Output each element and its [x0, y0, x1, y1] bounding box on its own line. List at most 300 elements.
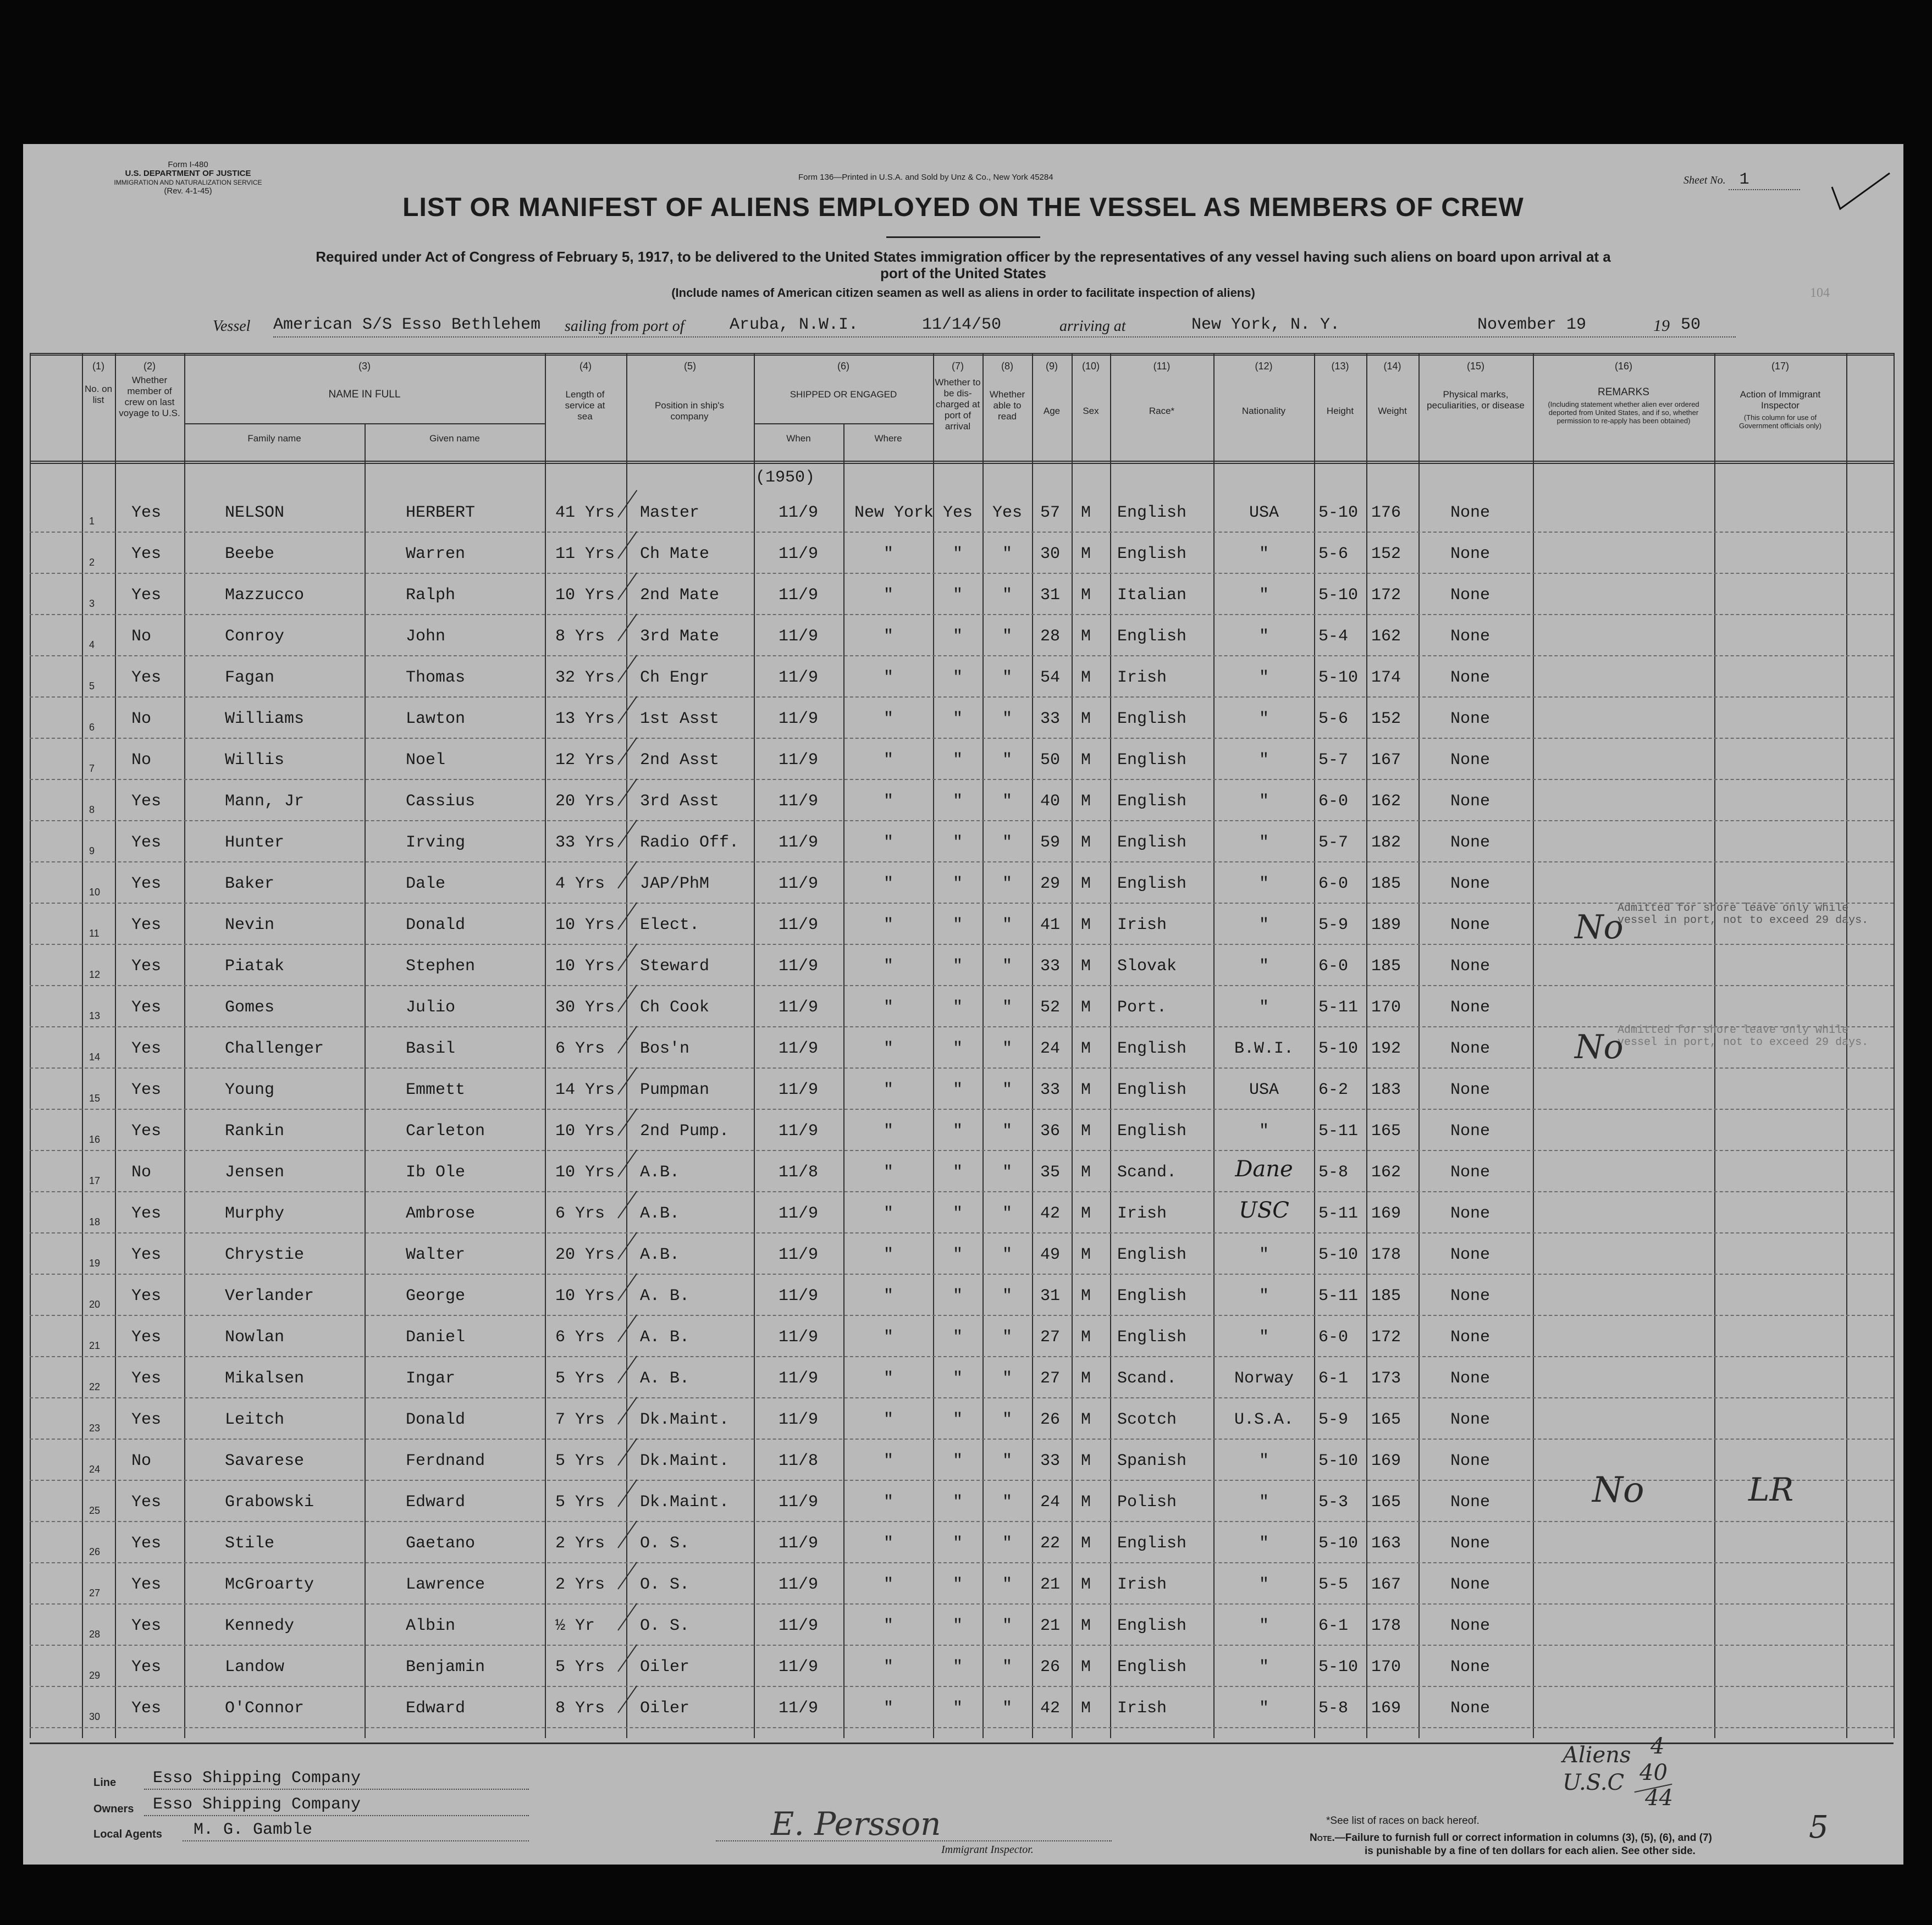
cell-weight: 152 — [1371, 710, 1401, 728]
cell-discharge: " — [952, 668, 963, 687]
cell-weight: 165 — [1371, 1122, 1401, 1141]
cell-where: " — [883, 1575, 893, 1594]
cell-family: Grabowski — [225, 1493, 314, 1512]
cell-read: " — [1002, 1410, 1012, 1429]
cell-age: 54 — [1040, 668, 1061, 687]
cell-nationality: " — [1258, 627, 1269, 646]
cell-read: " — [1002, 627, 1012, 646]
table-row — [30, 1646, 1894, 1687]
cell-given: Cassius — [406, 792, 476, 811]
check-tick-icon — [617, 531, 637, 558]
cell-given: John — [406, 627, 446, 646]
cell-sex: M — [1081, 1369, 1091, 1388]
row-number: 1 — [89, 516, 95, 527]
cell-when: 11/9 — [779, 1328, 819, 1347]
cell-weight: 185 — [1371, 957, 1401, 976]
cell-age: 30 — [1040, 545, 1061, 563]
check-tick-icon — [617, 902, 637, 930]
cell-where: " — [883, 1534, 893, 1553]
cell-given: Lawrence — [406, 1575, 485, 1594]
cell-family: Willis — [225, 751, 285, 770]
cell-prev: Yes — [131, 1246, 162, 1264]
cell-nationality: Dane — [1235, 1157, 1293, 1182]
cell-weight: 167 — [1371, 751, 1401, 770]
cell-nationality: Norway — [1234, 1369, 1294, 1388]
cell-nationality: " — [1258, 833, 1269, 852]
col-num-7: (7) — [952, 361, 964, 372]
header-where: Where — [874, 433, 902, 444]
row-number: 13 — [89, 1010, 101, 1021]
cell-given: Edward — [406, 1699, 466, 1718]
cell-position: Ch Engr — [640, 668, 710, 687]
cell-discharge: " — [952, 1287, 963, 1306]
cell-race: Port. — [1117, 998, 1167, 1017]
cell-discharge: " — [952, 1163, 963, 1182]
cell-sex: M — [1081, 1410, 1091, 1429]
col-num-10: (10) — [1081, 361, 1100, 372]
cell-when: 11/9 — [779, 1410, 819, 1429]
row-number: 27 — [89, 1587, 101, 1598]
col-num-15: (15) — [1466, 361, 1484, 372]
cell-prev: Yes — [131, 1081, 162, 1099]
arrival-year: 50 — [1681, 316, 1701, 334]
cell-when: 11/9 — [779, 1534, 819, 1553]
cell-position: Pumpman — [640, 1081, 710, 1099]
cell-service: 6 Yrs — [555, 1328, 605, 1347]
cell-height: 5-11 — [1318, 1287, 1359, 1306]
cell-read: " — [1002, 957, 1012, 976]
cell-prev: Yes — [131, 916, 162, 934]
cell-age: 24 — [1040, 1039, 1061, 1058]
cell-read: " — [1002, 1699, 1012, 1718]
cell-nationality: " — [1258, 751, 1269, 770]
line-rule — [144, 1789, 529, 1790]
cell-height: 5-5 — [1318, 1575, 1349, 1594]
col-num-1: (1) — [92, 361, 104, 372]
cell-height: 6-0 — [1318, 792, 1349, 811]
cell-discharge: " — [952, 1246, 963, 1264]
cell-given: Lawton — [406, 710, 466, 728]
cell-height: 5-9 — [1318, 916, 1349, 934]
cell-discharge: " — [952, 710, 963, 728]
cell-age: 24 — [1040, 1493, 1061, 1512]
form-revision: (Rev. 4-1-45) — [164, 186, 212, 196]
cell-read: " — [1002, 1328, 1012, 1347]
row-number: 24 — [89, 1464, 101, 1475]
col-num-17: (17) — [1771, 361, 1789, 372]
arriving-label: arriving at — [1059, 318, 1126, 335]
cell-position: A.B. — [640, 1204, 680, 1223]
cell-where: " — [883, 875, 893, 893]
cell-family: Rankin — [225, 1122, 285, 1141]
cell-sex: M — [1081, 916, 1091, 934]
cell-position: A. B. — [640, 1328, 690, 1347]
cell-nationality: " — [1258, 792, 1269, 811]
cell-prev: No — [131, 1163, 152, 1182]
cell-age: 41 — [1040, 916, 1061, 934]
column-rule — [1894, 353, 1895, 1738]
cell-position: 2nd Asst — [640, 751, 720, 770]
cell-height: 5-11 — [1318, 1204, 1359, 1223]
cell-position: A. B. — [640, 1287, 690, 1306]
table-row — [30, 615, 1894, 656]
check-tick-icon — [617, 1026, 637, 1053]
header-no-on-list: No. on list — [84, 384, 113, 405]
cell-marks: None — [1450, 916, 1491, 934]
cell-when: 11/9 — [779, 1617, 819, 1635]
col-num-11: (11) — [1153, 361, 1171, 372]
cell-position: Oiler — [640, 1699, 690, 1718]
cell-race: English — [1117, 1287, 1187, 1306]
handwritten-no-14: No — [1575, 908, 1624, 947]
cell-given: Stephen — [406, 957, 476, 976]
cell-prev: Yes — [131, 1658, 162, 1677]
title-underline — [886, 236, 1040, 238]
remark-row-17: Admitted for shore leave only while vessel in port, not to exceed 29 days. — [1618, 1024, 1869, 1049]
row-number: 22 — [89, 1381, 101, 1392]
cell-prev: Yes — [131, 957, 162, 976]
cell-read: " — [1002, 1246, 1012, 1264]
cell-family: Conroy — [225, 627, 285, 646]
cell-prev: Yes — [131, 1534, 162, 1553]
cell-height: 6-1 — [1318, 1369, 1349, 1388]
cell-marks: None — [1450, 1617, 1491, 1635]
cell-read: " — [1002, 1287, 1012, 1306]
vessel-dotted-rule — [273, 336, 1736, 338]
row-number: 28 — [89, 1629, 101, 1640]
col-num-16: (16) — [1614, 361, 1632, 372]
cell-prev: Yes — [131, 1410, 162, 1429]
cell-where: " — [883, 545, 893, 563]
cell-given: Albin — [406, 1617, 456, 1635]
cell-discharge: " — [952, 545, 963, 563]
cell-nationality: " — [1258, 957, 1269, 976]
cell-family: Verlander — [225, 1287, 314, 1306]
cell-family: Landow — [225, 1658, 285, 1677]
cell-sex: M — [1081, 627, 1091, 646]
check-tick-icon — [617, 1644, 637, 1672]
note-label: Note. — [1310, 1832, 1335, 1844]
agents-label: Local Agents — [93, 1828, 162, 1840]
cell-weight: 152 — [1371, 545, 1401, 563]
col-num-13: (13) — [1331, 361, 1349, 372]
cell-where: " — [883, 1287, 893, 1306]
cell-height: 5-7 — [1318, 833, 1349, 852]
cell-when: 11/9 — [779, 916, 819, 934]
cell-age: 26 — [1040, 1410, 1061, 1429]
cell-when: 11/9 — [779, 1369, 819, 1388]
cell-given: George — [406, 1287, 466, 1306]
cell-service: 33 Yrs — [555, 833, 615, 852]
check-tick-icon — [617, 1685, 637, 1713]
agents-value: M. G. Gamble — [194, 1821, 313, 1839]
tally-aliens: Aliens — [1563, 1743, 1631, 1768]
cell-prev: Yes — [131, 586, 162, 605]
cell-prev: No — [131, 1452, 152, 1470]
cell-position: O. S. — [640, 1617, 690, 1635]
cell-where: " — [883, 792, 893, 811]
cell-age: 22 — [1040, 1534, 1061, 1553]
cell-when: 11/9 — [779, 710, 819, 728]
cell-read: " — [1002, 875, 1012, 893]
cell-where: " — [883, 1410, 893, 1429]
row-number: 19 — [89, 1258, 101, 1269]
cell-position: Bos'n — [640, 1039, 690, 1058]
cell-when: 11/9 — [779, 627, 819, 646]
cell-weight: 178 — [1371, 1617, 1401, 1635]
cell-read: " — [1002, 792, 1012, 811]
cell-race: English — [1117, 875, 1187, 893]
cell-position: A. B. — [640, 1369, 690, 1388]
cell-read: " — [1002, 1369, 1012, 1388]
cell-read: " — [1002, 668, 1012, 687]
table-row — [30, 1563, 1894, 1605]
cell-age: 31 — [1040, 586, 1061, 605]
cell-race: Slovak — [1117, 957, 1177, 976]
table-row — [30, 1687, 1894, 1728]
cell-family: Williams — [225, 710, 305, 728]
crew-table — [30, 353, 1894, 1738]
table-row — [30, 862, 1894, 904]
table-row — [30, 1357, 1894, 1398]
col-num-3: (3) — [358, 361, 371, 372]
cell-where: " — [883, 1452, 893, 1470]
cell-height: 5-10 — [1318, 1039, 1359, 1058]
cell-position: Steward — [640, 957, 710, 976]
cell-race: Scotch — [1117, 1410, 1177, 1429]
cell-when: 11/9 — [779, 1658, 819, 1677]
cell-service: 5 Yrs — [555, 1452, 605, 1470]
cell-given: Noel — [406, 751, 446, 770]
cell-race: English — [1117, 1534, 1187, 1553]
cell-service: ½ Yr — [555, 1617, 595, 1635]
cell-discharge: " — [952, 1204, 963, 1223]
cell-service: 10 Yrs — [555, 1122, 615, 1141]
cell-given: Gaetano — [406, 1534, 476, 1553]
cell-read: " — [1002, 1122, 1012, 1141]
cell-family: Mann, Jr — [225, 792, 305, 811]
cell-age: 33 — [1040, 710, 1061, 728]
cell-prev: Yes — [131, 1575, 162, 1594]
owners-value: Esso Shipping Company — [153, 1795, 361, 1814]
cell-nationality: B.W.I. — [1234, 1039, 1294, 1058]
note-text-2: is punishable by a fine of ten dollars for each alien. See other side. — [1365, 1845, 1696, 1857]
sailing-label: sailing from port of — [565, 318, 685, 335]
cell-discharge: " — [952, 586, 963, 605]
tally-total: 44 — [1645, 1785, 1673, 1811]
cell-position: 3rd Asst — [640, 792, 720, 811]
cell-service: 32 Yrs — [555, 668, 615, 687]
cell-age: 27 — [1040, 1328, 1061, 1347]
cell-race: Irish — [1117, 916, 1167, 934]
cell-height: 5-8 — [1318, 1163, 1349, 1182]
cell-weight: 170 — [1371, 998, 1401, 1017]
cell-given: Dale — [406, 875, 446, 893]
cell-sex: M — [1081, 1699, 1091, 1718]
cell-marks: None — [1450, 875, 1491, 893]
cell-marks: None — [1450, 668, 1491, 687]
cell-when: 11/9 — [779, 586, 819, 605]
cell-discharge: " — [952, 875, 963, 893]
check-tick-icon — [617, 778, 637, 806]
cell-race: Scand. — [1117, 1369, 1177, 1388]
cell-race: English — [1117, 1081, 1187, 1099]
cell-sex: M — [1081, 1246, 1091, 1264]
cell-weight: 189 — [1371, 916, 1401, 934]
row-number: 16 — [89, 1134, 101, 1145]
cell-marks: None — [1450, 545, 1491, 563]
cell-position: Dk.Maint. — [640, 1493, 730, 1512]
cell-marks: None — [1450, 504, 1491, 522]
check-tick-icon — [617, 943, 637, 971]
cell-position: 1st Asst — [640, 710, 720, 728]
cell-race: English — [1117, 1617, 1187, 1635]
cell-position: Ch Mate — [640, 545, 710, 563]
cell-position: Radio Off. — [640, 833, 739, 852]
printer-credit: Form 136—Printed in U.S.A. and Sold by Unz & Co., New York 45284 — [798, 173, 1053, 182]
sheet-number: 1 — [1729, 170, 1800, 190]
cell-position: 2nd Pump. — [640, 1122, 730, 1141]
cell-race: English — [1117, 751, 1187, 770]
header-rule — [30, 353, 1894, 354]
cell-weight: 163 — [1371, 1534, 1401, 1553]
cell-service: 6 Yrs — [555, 1039, 605, 1058]
cell-when: 11/9 — [779, 1204, 819, 1223]
cell-when: 11/9 — [779, 792, 819, 811]
cell-service: 2 Yrs — [555, 1575, 605, 1594]
cell-discharge: Yes — [942, 504, 973, 522]
check-tick-icon — [617, 1356, 637, 1383]
cell-when: 11/9 — [779, 875, 819, 893]
cell-given: Irving — [406, 833, 466, 852]
header-remarks: REMARKS — [1598, 386, 1649, 398]
cell-race: English — [1117, 1328, 1187, 1347]
cell-position: A.B. — [640, 1163, 680, 1182]
cell-read: " — [1002, 998, 1012, 1017]
table-row — [30, 780, 1894, 821]
cell-family: Savarese — [225, 1452, 305, 1470]
check-tick-icon — [617, 1314, 637, 1342]
check-tick-icon — [617, 1562, 637, 1589]
cell-when: 11/9 — [779, 1039, 819, 1058]
cell-service: 6 Yrs — [555, 1204, 605, 1223]
cell-read: " — [1002, 1658, 1012, 1677]
cell-weight: 178 — [1371, 1246, 1401, 1264]
cell-weight: 162 — [1371, 1163, 1401, 1182]
cell-nationality: USA — [1249, 504, 1279, 522]
corner-mark: 104 — [1810, 286, 1830, 300]
cell-height: 5-11 — [1318, 998, 1359, 1017]
sailing-date: 11/14/50 — [922, 316, 1002, 334]
cell-family: Mikalsen — [225, 1369, 305, 1388]
row-number: 20 — [89, 1299, 101, 1310]
cell-given: Donald — [406, 916, 466, 934]
service-name: IMMIGRATION AND NATURALIZATION SERVICE — [114, 179, 262, 186]
handwritten-no-17: No — [1575, 1028, 1624, 1066]
check-tick-icon — [617, 1067, 637, 1094]
cell-discharge: " — [952, 1081, 963, 1099]
cell-discharge: " — [952, 1328, 963, 1347]
row-number: 4 — [89, 639, 95, 650]
cell-age: 35 — [1040, 1163, 1061, 1182]
cell-height: 5-10 — [1318, 1534, 1359, 1553]
cell-service: 5 Yrs — [555, 1658, 605, 1677]
cell-when: 11/9 — [779, 1575, 819, 1594]
cell-marks: None — [1450, 1122, 1491, 1141]
page-mark: 5 — [1809, 1810, 1829, 1845]
cell-sex: M — [1081, 1575, 1091, 1594]
check-tick-icon — [617, 1191, 637, 1218]
cell-weight: 176 — [1371, 504, 1401, 522]
cell-read: " — [1002, 586, 1012, 605]
col-num-8: (8) — [1001, 361, 1013, 372]
cell-marks: None — [1450, 792, 1491, 811]
cell-service: 20 Yrs — [555, 792, 615, 811]
cell-race: English — [1117, 1246, 1187, 1264]
check-tick-icon — [617, 1273, 637, 1301]
cell-where: " — [883, 1328, 893, 1347]
cell-where: " — [883, 1163, 893, 1182]
cell-sex: M — [1081, 751, 1091, 770]
table-row — [30, 533, 1894, 574]
cell-discharge: " — [952, 627, 963, 646]
cell-discharge: " — [952, 1658, 963, 1677]
cell-nationality: USA — [1249, 1081, 1279, 1099]
cell-read: " — [1002, 1617, 1012, 1635]
cell-marks: None — [1450, 1369, 1491, 1388]
cell-marks: None — [1450, 1410, 1491, 1429]
cell-height: 6-1 — [1318, 1617, 1349, 1635]
cell-given: Thomas — [406, 668, 466, 687]
cell-position: 3rd Mate — [640, 627, 720, 646]
cell-when: 11/9 — [779, 1246, 819, 1264]
cell-weight: 162 — [1371, 792, 1401, 811]
cell-sex: M — [1081, 1122, 1091, 1141]
cell-age: 21 — [1040, 1617, 1061, 1635]
cell-sex: M — [1081, 957, 1091, 976]
cell-weight: 162 — [1371, 627, 1401, 646]
check-tick-icon — [617, 1232, 637, 1259]
row-number: 26 — [89, 1546, 101, 1557]
cell-discharge: " — [952, 957, 963, 976]
cell-position: Master — [640, 504, 700, 522]
cell-family: NELSON — [225, 504, 285, 522]
header-discharged: Whether to be dis-charged at port of arrival — [935, 377, 981, 432]
cell-nationality: " — [1258, 710, 1269, 728]
cell-where: " — [883, 668, 893, 687]
inspector-label: Immigrant Inspector. — [941, 1844, 1034, 1856]
cell-prev: Yes — [131, 1204, 162, 1223]
cell-weight: 185 — [1371, 1287, 1401, 1306]
cell-height: 5-9 — [1318, 1410, 1349, 1429]
cell-nationality: " — [1258, 998, 1269, 1017]
cell-nationality: " — [1258, 1699, 1269, 1718]
cell-service: 30 Yrs — [555, 998, 615, 1017]
row-number: 17 — [89, 1175, 101, 1186]
cell-given: Ingar — [406, 1369, 456, 1388]
check-tick-icon — [617, 1520, 637, 1548]
cell-sex: M — [1081, 998, 1091, 1017]
cell-given: Julio — [406, 998, 456, 1017]
cell-position: A.B. — [640, 1246, 680, 1264]
cell-sex: M — [1081, 586, 1091, 605]
cell-marks: None — [1450, 1658, 1491, 1677]
cell-given: Emmett — [406, 1081, 466, 1099]
cell-family: Chrystie — [225, 1246, 305, 1264]
cell-height: 5-8 — [1318, 1699, 1349, 1718]
cell-age: 49 — [1040, 1246, 1061, 1264]
col-num-5: (5) — [684, 361, 696, 372]
